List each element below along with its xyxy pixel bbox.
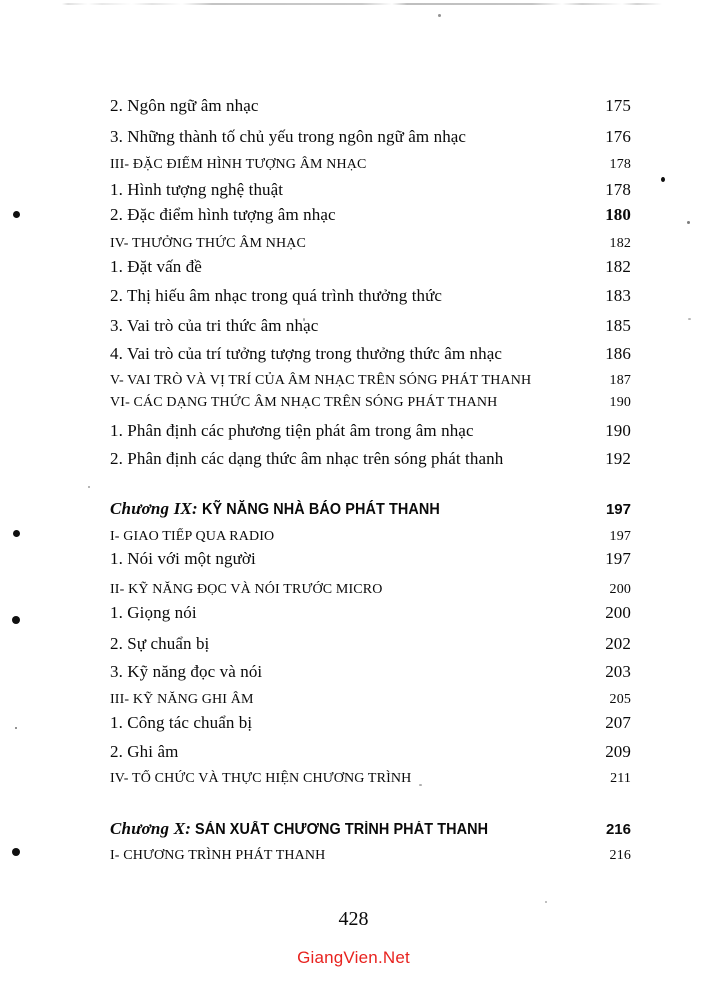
- entry-title: 1. Hình tượng nghệ thuật: [110, 180, 284, 199]
- toc-row[interactable]: [110, 205, 631, 225]
- toc-row[interactable]: [110, 180, 631, 200]
- page-number: 176: [605, 127, 631, 146]
- entry-title: 3. Vai trò của tri thức âm nhạc: [110, 316, 319, 335]
- scan-speck: [661, 177, 665, 182]
- entry-title: 4. Vai trò của trí tưởng tượng trong thưởng thức âm nhạc: [110, 344, 503, 363]
- entry-title: 2. Phân định các dạng thức âm nhạc trên sóng phát thanh: [110, 449, 504, 468]
- page-number: 216: [605, 821, 631, 838]
- page-number: 197: [605, 501, 631, 518]
- entry-title: 2. Sự chuẩn bị: [110, 634, 210, 653]
- scan-speck: [687, 221, 690, 224]
- scan-speck: [13, 211, 20, 218]
- page-number: 186: [605, 344, 631, 363]
- page-number: 182: [609, 236, 631, 251]
- page-number: 197: [605, 549, 631, 568]
- entry-title: 3. Những thành tố chủ yếu trong ngôn ngữ âm nhạc: [110, 127, 467, 146]
- page-number: 190: [609, 395, 631, 410]
- section-title: III- ĐẶC ĐIỂM HÌNH TƯỢNG ÂM NHẠC: [110, 157, 367, 172]
- toc-row[interactable]: [110, 819, 631, 839]
- section-title: V- VAI TRÒ VÀ VỊ TRÍ CỦA ÂM NHẠC TRÊN SÓNG PHÁT THANH: [110, 373, 532, 388]
- toc-row[interactable]: [110, 549, 631, 569]
- section-title: IV- TỔ CHỨC VÀ THỰC HIỆN CHƯƠNG TRÌNH: [110, 771, 412, 786]
- toc-row[interactable]: [110, 662, 631, 682]
- scan-speck: [15, 727, 17, 729]
- scan-speck: [438, 14, 441, 17]
- toc-row[interactable]: [110, 156, 631, 174]
- page-number: 178: [609, 157, 631, 172]
- scan-line-artifact: [62, 3, 662, 5]
- page-number: 207: [605, 713, 631, 732]
- section-title: II- KỸ NĂNG ĐỌC VÀ NÓI TRƯỚC MICRO: [110, 582, 383, 597]
- page-number: 175: [605, 96, 631, 115]
- page-number: 178: [605, 180, 631, 199]
- toc-row[interactable]: [110, 235, 631, 253]
- site-watermark: GiangVien.Net: [297, 948, 410, 967]
- chapter-heading: [110, 819, 510, 839]
- section-title: IV- THƯỞNG THỨC ÂM NHẠC: [110, 236, 307, 251]
- entry-title: 2. Đặc điểm hình tượng âm nhạc: [110, 205, 336, 224]
- page-number: 200: [605, 603, 631, 622]
- toc-row[interactable]: [110, 286, 631, 306]
- entry-title: 1. Công tác chuẩn bị: [110, 713, 253, 732]
- toc-row[interactable]: [110, 770, 631, 788]
- toc-row[interactable]: [110, 847, 631, 865]
- chapter-heading: [110, 499, 458, 519]
- scan-speck: [688, 318, 691, 320]
- entry-title: 2. Thị hiếu âm nhạc trong quá trình thưởng thức: [110, 286, 443, 305]
- toc-row[interactable]: [110, 713, 631, 733]
- toc-row[interactable]: [110, 372, 631, 390]
- chapter-label: Chương X:: [110, 819, 192, 838]
- toc-row[interactable]: [110, 257, 631, 277]
- page-number: 200: [609, 582, 631, 597]
- entry-title: 1. Giọng nói: [110, 603, 197, 622]
- scan-speck: [88, 486, 90, 488]
- toc-row[interactable]: [110, 316, 631, 336]
- toc-row[interactable]: [110, 449, 631, 469]
- page-number: 185: [605, 316, 631, 335]
- chapter-title: KỸ NĂNG NHÀ BÁO PHÁT THANH: [201, 501, 440, 518]
- section-title: I- CHƯƠNG TRÌNH PHÁT THANH: [110, 848, 326, 863]
- toc-row[interactable]: [110, 421, 631, 441]
- page-number: 183: [605, 286, 631, 305]
- toc-row[interactable]: [110, 742, 631, 762]
- toc-row[interactable]: [110, 394, 631, 412]
- page-number: 190: [605, 421, 631, 440]
- page-folio-number: 428: [338, 908, 369, 930]
- page-number: 182: [605, 257, 631, 276]
- page-number: 202: [605, 634, 631, 653]
- entry-title: 1. Phân định các phương tiện phát âm trong âm nhạc: [110, 421, 474, 440]
- page-number: 209: [605, 742, 631, 761]
- toc-row[interactable]: [110, 691, 631, 709]
- page-number: 180: [605, 205, 631, 224]
- page-number: 192: [605, 449, 631, 468]
- toc-row[interactable]: [110, 127, 631, 147]
- toc-row[interactable]: [110, 603, 631, 623]
- toc-row[interactable]: [110, 634, 631, 654]
- toc-row[interactable]: [110, 528, 631, 546]
- chapter-title: SẢN XUẤT CHƯƠNG TRÌNH PHÁT THANH: [195, 821, 489, 838]
- entry-title: 1. Đặt vấn đề: [110, 257, 202, 276]
- toc-row[interactable]: [110, 344, 631, 364]
- scan-speck: [12, 616, 20, 624]
- entry-title: 3. Kỹ năng đọc và nói: [110, 662, 263, 681]
- entry-title: 2. Ghi âm: [110, 742, 179, 761]
- chapter-label: Chương IX:: [110, 499, 198, 518]
- page-number: 197: [609, 529, 631, 544]
- page-number: 216: [609, 848, 631, 863]
- entry-title: 2. Ngôn ngữ âm nhạc: [110, 96, 259, 115]
- section-title: III- KỸ NĂNG GHI ÂM: [110, 692, 254, 707]
- page-number: 205: [609, 692, 631, 707]
- scan-speck: [12, 848, 20, 856]
- section-title: I- GIAO TIẾP QUA RADIO: [110, 529, 275, 544]
- page-number: 187: [609, 373, 631, 388]
- scan-speck: [13, 530, 20, 537]
- section-title: VI- CÁC DẠNG THỨC ÂM NHẠC TRÊN SÓNG PHÁT THANH: [110, 395, 498, 410]
- scan-speck: [545, 901, 547, 903]
- toc-row[interactable]: [110, 96, 631, 116]
- entry-title: 1. Nói với một người: [110, 549, 256, 568]
- page-number: 203: [605, 662, 631, 681]
- page-number: 211: [610, 771, 631, 786]
- toc-row[interactable]: [110, 499, 631, 519]
- toc-row[interactable]: [110, 581, 631, 599]
